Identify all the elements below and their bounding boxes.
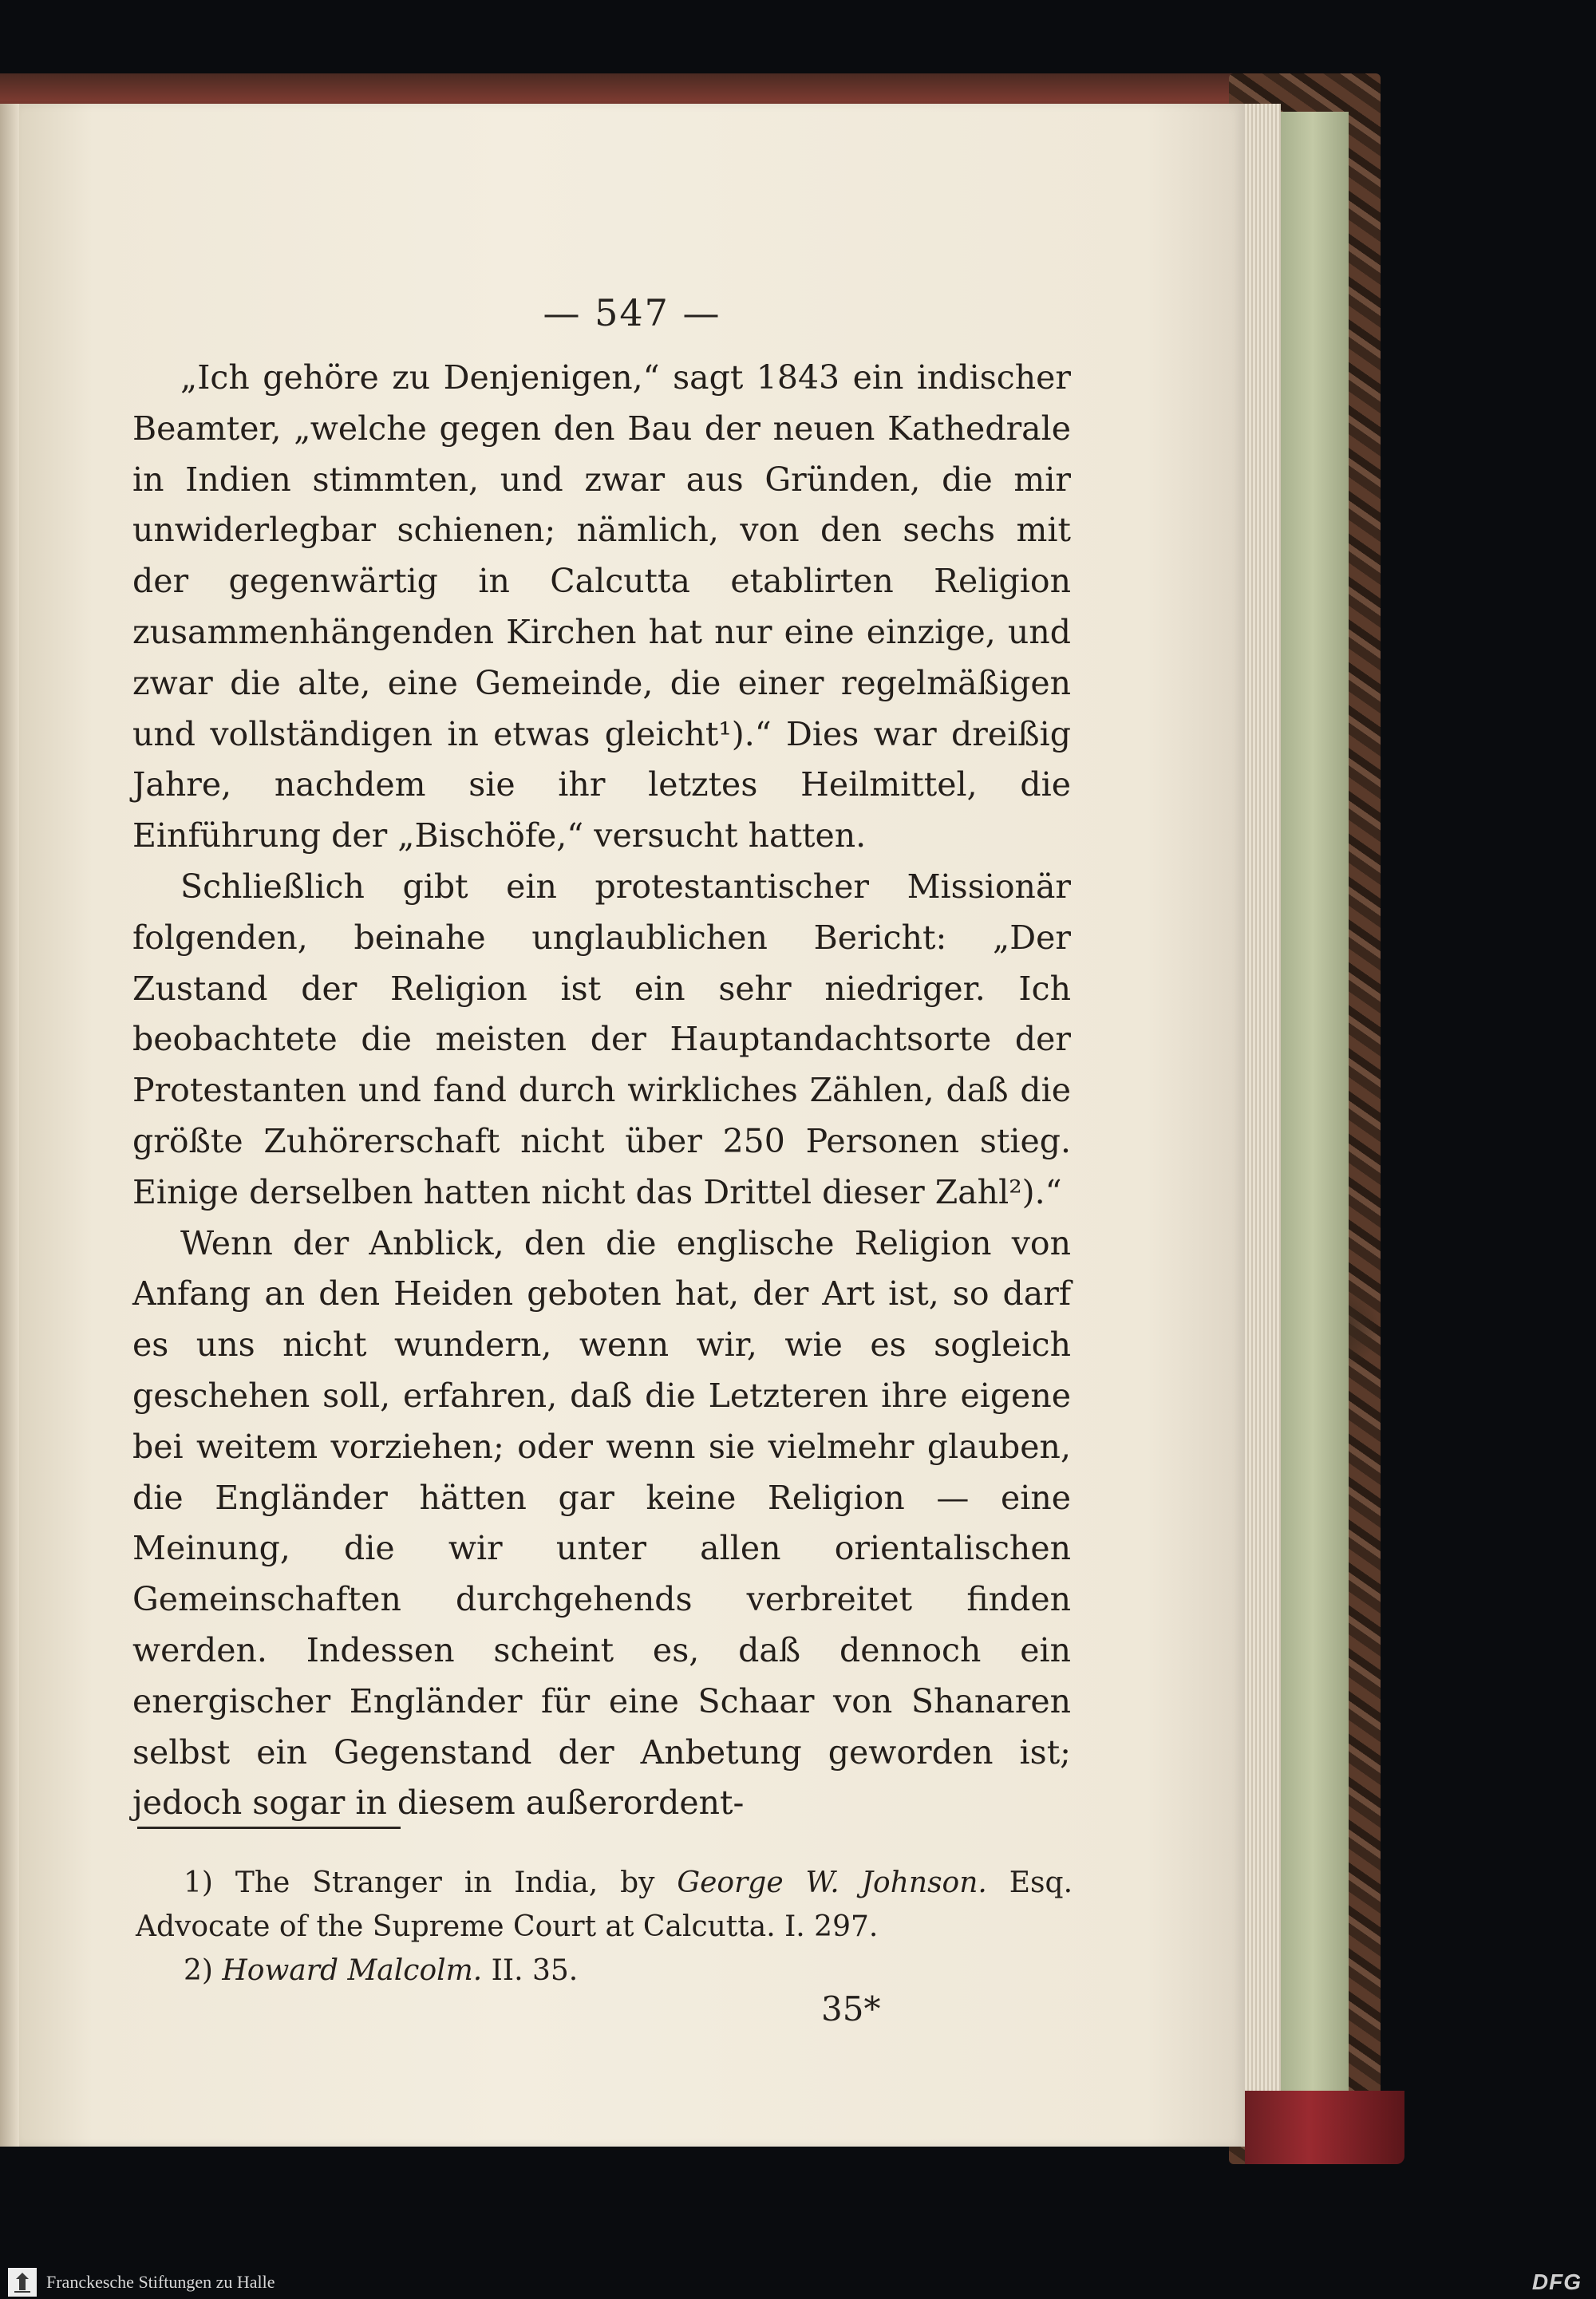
body-text <box>132 353 1071 1829</box>
footnote-1-author: George W. Johnson. <box>677 1866 987 1899</box>
footnote-rule <box>137 1827 401 1829</box>
green-endpaper <box>1277 112 1349 2123</box>
dfg-logo: DFG <box>1531 2269 1582 2294</box>
page-block-edges <box>1241 104 1281 2147</box>
verso-page-edge <box>0 104 19 2147</box>
footnote-1-suffix: Esq. Advocate of the Supreme Court at Calcutta. I. 297. <box>136 1866 1073 1943</box>
footnote-2 <box>136 1949 1073 1993</box>
paragraph-1: „Ich gehöre zu Denjenigen,“ sagt 1843 ein indischer Beamter, „welche gegen den Bau der neuen Kathedrale in Indien stimmten, und zwar aus Gründen, die mir unwiderlegbar schienen; nämlich, von den sechs mit der gegenwärtig in Calcutta etablirten Religion zusammenhängenden Kirchen hat nur eine einzige, und zwar die alte, eine Gemeinde, die einer regelmäßigen und vollständigen in etwas gleicht¹).“ Dies war dreißig Jahre, nachdem sie ihr letztes Heilmittel, die Einführung der „Bischöfe,“ versucht hatten. <box>132 358 1071 855</box>
book-cover-bottom <box>1245 2091 1404 2164</box>
footnote-1 <box>136 1861 1073 1949</box>
institution-logo-icon <box>8 2268 37 2297</box>
footer-institution-name: Franckesche Stiftungen zu Halle <box>46 2272 275 2292</box>
footnote-2-author: Howard Malcolm. <box>222 1954 483 1987</box>
signature-mark: 35* <box>821 1989 881 2028</box>
paragraph-2: Schließlich gibt ein protestantischer Missionär folgenden, beinahe unglaublichen Bericht: „Der Zustand der Religion ist ein sehr niedriger. Ich beobachtete die meisten der Hauptandachtsorte der Protestanten und fand durch wirkliches Zählen, daß die größte Zuhörerschaft nicht über 250 Personen stieg. Einige derselben hatten nicht das Drittel dieser Zahl²).“ <box>132 867 1071 1211</box>
page-number-header: — 547 — <box>543 291 721 334</box>
footnote-1-prefix: 1) The Stranger in India, by <box>184 1866 678 1899</box>
book-page <box>19 104 1245 2147</box>
paragraph-3: Wenn der Anblick, den die englische Religion von Anfang an den Heiden geboten hat, der Art ist, so darf es uns nicht wundern, wenn wir, wie es sogleich geschehen soll, erfahren, daß die Letzteren ihre eigene bei weitem vorziehen; oder wenn sie vielmehr glauben, die Engländer hätten gar keine Religion — eine Meinung, die wir unter allen orientalischen Gemeinschaften durchgehends verbreitet finden werden. Indessen scheint es, daß dennoch ein energischer Engländer für eine Schaar von Shanaren selbst ein Gegenstand der Anbetung geworden ist; jedoch sogar in diesem außerordent- <box>132 1223 1071 1823</box>
footnote-2-prefix: 2) <box>184 1954 223 1987</box>
footnotes <box>136 1861 1073 1993</box>
footnote-2-suffix: II. 35. <box>482 1954 579 1987</box>
